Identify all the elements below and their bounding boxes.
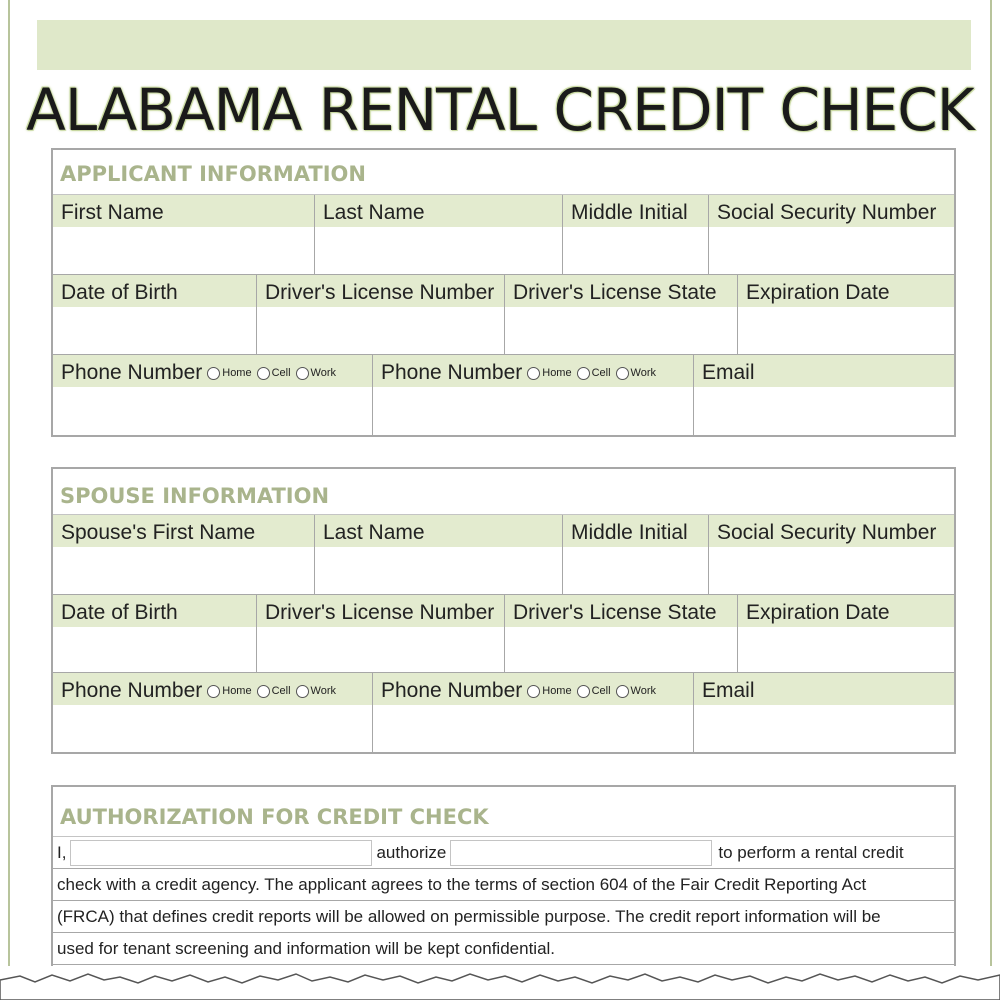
applicant-last-name-input[interactable] [315,227,562,274]
field-label: Date of Birth [53,595,256,627]
radio-label: Home [222,685,252,697]
radio-button-icon [577,367,590,380]
spouse-email-input[interactable] [694,705,954,752]
spouse-phone1-cell [53,673,373,752]
applicant-last-name-cell [315,195,563,274]
phone-type-work[interactable] [616,367,656,380]
applicant-section [51,148,956,437]
applicant-dl-number-input[interactable] [257,307,504,354]
applicant-ssn-input[interactable] [709,227,954,274]
phone-type-work[interactable] [296,685,336,698]
spouse-row-contact [53,673,954,752]
spouse-row-license [53,595,954,673]
radio-label: Home [542,685,572,697]
field-label: First Name [53,195,314,227]
field-label [373,673,693,705]
torn-edge [0,966,1000,1000]
field-label [53,673,372,705]
applicant-row-contact [53,355,954,435]
radio-button-icon [527,685,540,698]
applicant-row-license [53,275,954,355]
field-label: Last Name [315,195,562,227]
authorization-section [51,785,956,985]
field-label: Middle Initial [563,195,708,227]
field-label: Expiration Date [738,595,954,627]
field-label: Social Security Number [709,195,954,227]
spouse-dl-number-input[interactable] [257,627,504,672]
applicant-email-input[interactable] [694,387,954,435]
applicant-dob-cell [53,275,257,354]
spouse-phone1-input[interactable] [53,705,372,752]
phone-label: Phone Number [61,361,203,384]
phone-type-home[interactable] [207,367,251,380]
spouse-dob-cell [53,595,257,672]
radio-button-icon [577,685,590,698]
page-title: ALABAMA RENTAL CREDIT CHECK [26,76,974,144]
radio-label: Work [310,367,337,379]
radio-button-icon [527,367,540,380]
radio-label: Cell [591,367,611,379]
applicant-phone1-cell [53,355,373,435]
radio-button-icon [616,367,629,380]
applicant-dl-state-cell [505,275,738,354]
authorize-label: authorize [376,842,447,862]
radio-button-icon [257,367,270,380]
spouse-first-name-input[interactable] [53,547,314,594]
spouse-dob-input[interactable] [53,627,256,672]
field-label [53,355,372,387]
header-bar [37,20,971,70]
field-label: Spouse's First Name [53,515,314,547]
field-label: Expiration Date [738,275,954,307]
radio-label: Work [630,367,657,379]
spouse-middle-initial-input[interactable] [563,547,708,594]
phone-type-home[interactable] [207,685,251,698]
radio-label: Work [630,685,657,697]
perform-text: to perform a rental credit [718,842,904,862]
applicant-first-name-cell [53,195,315,274]
phone-label: Phone Number [61,679,203,702]
applicant-middle-initial-cell [563,195,709,274]
authorization-text: (FRCA) that defines credit reports will be allowed on permissible purpose. The credit report information will be [57,906,881,926]
applicant-heading: APPLICANT INFORMATION [53,150,954,195]
field-label: Email [694,355,954,387]
applicant-phone2-input[interactable] [373,387,693,435]
applicant-email-cell [694,355,954,435]
radio-label: Work [310,685,337,697]
spouse-section [51,467,956,754]
radio-button-icon [257,685,270,698]
authorization-text: check with a credit agency. The applicant agrees to the terms of section 604 of the Fair Credit Reporting Act [57,874,867,894]
spouse-expiration-cell [738,595,954,672]
authorization-text: used for tenant screening and information will be kept confidential. [57,938,556,958]
landlord-name-field[interactable] [450,840,712,866]
authorization-line-1 [53,837,954,869]
radio-label: Cell [591,685,611,697]
phone-type-work[interactable] [296,367,336,380]
applicant-dob-input[interactable] [53,307,256,354]
radio-label: Home [222,367,252,379]
phone-type-cell[interactable] [257,367,291,380]
applicant-dl-state-input[interactable] [505,307,737,354]
field-label: Social Security Number [709,515,954,547]
phone-type-cell[interactable] [257,685,291,698]
radio-label: Home [542,367,572,379]
authorization-body [53,837,954,965]
field-label: Last Name [315,515,562,547]
phone-type-work[interactable] [616,685,656,698]
spouse-email-cell [694,673,954,752]
applicant-first-name-input[interactable] [53,227,314,274]
spouse-last-name-input[interactable] [315,547,562,594]
applicant-row-name [53,195,954,275]
applicant-name-field[interactable] [70,840,372,866]
applicant-phone1-input[interactable] [53,387,372,435]
applicant-middle-initial-input[interactable] [563,227,708,274]
authorization-heading: AUTHORIZATION FOR CREDIT CHECK [53,787,954,837]
field-label: Driver's License Number [257,275,504,307]
field-label: Middle Initial [563,515,708,547]
field-label: Driver's License State [505,275,737,307]
applicant-dl-number-cell [257,275,505,354]
authorization-line-3 [53,901,954,933]
spouse-heading: SPOUSE INFORMATION [53,469,954,515]
applicant-ssn-cell [709,195,954,274]
spouse-row-name [53,515,954,595]
radio-label: Cell [271,685,291,697]
phone-label: Phone Number [381,679,523,702]
spouse-first-name-cell [53,515,315,594]
spouse-dl-state-cell [505,595,738,672]
spouse-last-name-cell [315,515,563,594]
spouse-dl-number-cell [257,595,505,672]
spouse-phone2-cell [373,673,694,752]
i-label: I, [57,842,67,862]
field-label: Driver's License State [505,595,737,627]
authorization-line-4 [53,933,954,965]
spouse-ssn-cell [709,515,954,594]
authorization-line-2 [53,869,954,901]
phone-type-cell[interactable] [577,367,611,380]
radio-button-icon [207,367,220,380]
field-label: Email [694,673,954,705]
radio-button-icon [207,685,220,698]
phone-type-cell[interactable] [577,685,611,698]
spouse-phone2-input[interactable] [373,705,693,752]
applicant-expiration-cell [738,275,954,354]
phone-label: Phone Number [381,361,523,384]
spouse-ssn-input[interactable] [709,547,954,594]
field-label: Date of Birth [53,275,256,307]
applicant-expiration-input[interactable] [738,307,954,354]
phone-type-home[interactable] [527,367,571,380]
radio-button-icon [296,367,309,380]
phone-type-home[interactable] [527,685,571,698]
radio-label: Cell [271,367,291,379]
radio-button-icon [616,685,629,698]
spouse-expiration-input[interactable] [738,627,954,672]
field-label [373,355,693,387]
spouse-dl-state-input[interactable] [505,627,737,672]
field-label: Driver's License Number [257,595,504,627]
applicant-phone2-cell [373,355,694,435]
spouse-middle-initial-cell [563,515,709,594]
radio-button-icon [296,685,309,698]
